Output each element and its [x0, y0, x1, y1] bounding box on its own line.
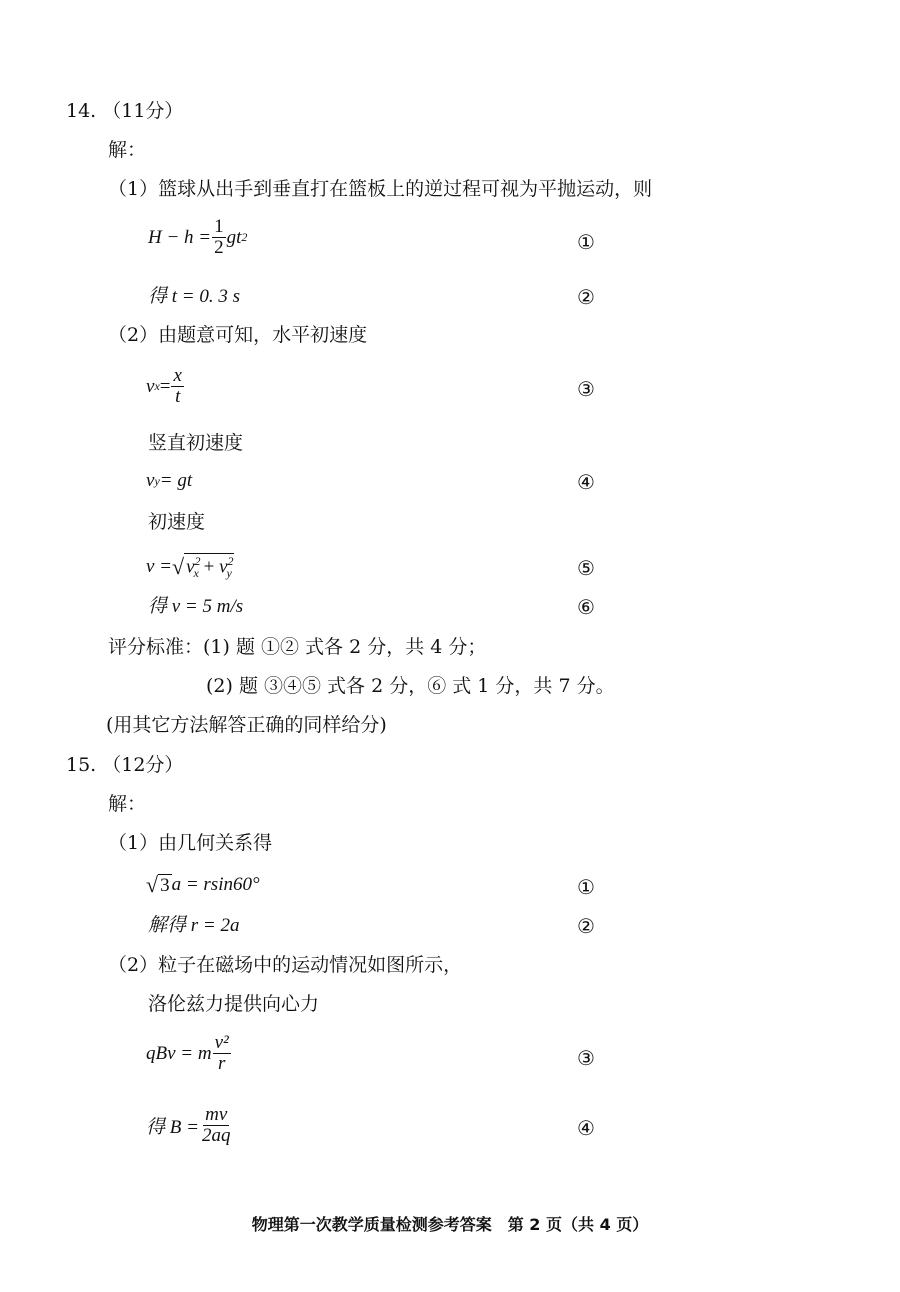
q15-part1-text: （1）由几何关系得	[108, 832, 273, 854]
q14-scoring-2: (2) 题 ③④⑤ 式各 2 分，⑥ 式 1 分，共 7 分。	[206, 675, 615, 697]
q14-part1-text: （1）篮球从出手到垂直打在篮板上的逆过程可视为平抛运动，则	[108, 178, 653, 200]
q15-eq2: 解得 r = 2a	[148, 915, 240, 936]
q14-vertical-velocity-label: 竖直初速度	[148, 432, 244, 454]
q14-eq3: v x = $\frac{x}{t}$	[146, 365, 182, 407]
q14-eq-number-5: ⑤	[577, 556, 595, 580]
q15-part2-text: （2）粒子在磁场中的运动情况如图所示，	[108, 954, 463, 976]
q15-eq1: √ 3 a = rsin60°	[146, 872, 260, 897]
q14-part2-text: （2）由题意可知，水平初速度	[108, 324, 368, 346]
q14-eq-number-2: ②	[577, 285, 595, 309]
page-footer: 物理第一次教学质量检测参考答案 第 2 页（共 4 页）	[251, 1215, 649, 1234]
q14-initial-velocity-label: 初速度	[148, 511, 206, 533]
q15-eq-number-4: ④	[577, 1116, 595, 1140]
q15-eq3: qBv = m $\frac{\text{v²}}{r}$	[146, 1032, 229, 1074]
q14-header: 14. （11分）	[66, 100, 184, 122]
q14-eq6: 得 v = 5 m/s	[148, 596, 244, 617]
q15-eq-number-2: ②	[577, 914, 595, 938]
q14-eq2: 得 t = 0. 3 s	[148, 286, 240, 307]
q15-eq-number-3: ③	[577, 1046, 595, 1070]
q14-eq5: v = √ $v^2_x + v^2_y$	[146, 554, 234, 581]
q14-scoring-1: 评分标准：(1) 题 ①② 式各 2 分，共 4 分；	[108, 636, 487, 658]
q14-eq-number-6: ⑥	[577, 595, 595, 619]
q14-eq-number-4: ④	[577, 470, 595, 494]
q14-eq4: v y = gt	[146, 470, 193, 491]
q14-eq-number-1: ①	[577, 230, 595, 254]
q15-jie: 解：	[108, 793, 147, 815]
q14-eq1: H − h = $\frac{1}{2}$ gt 2	[148, 216, 248, 258]
q15-header: 15. （12分）	[66, 754, 184, 776]
q15-eq4: 得 B = $\frac{mv}{2aq}$	[146, 1104, 231, 1146]
q15-lorentz-text: 洛伦兹力提供向心力	[148, 993, 320, 1015]
q15-eq-number-1: ①	[577, 875, 595, 899]
q14-jie: 解：	[108, 139, 147, 161]
q14-eq-number-3: ③	[577, 377, 595, 401]
q14-note: (用其它方法解答正确的同样给分)	[106, 714, 387, 736]
